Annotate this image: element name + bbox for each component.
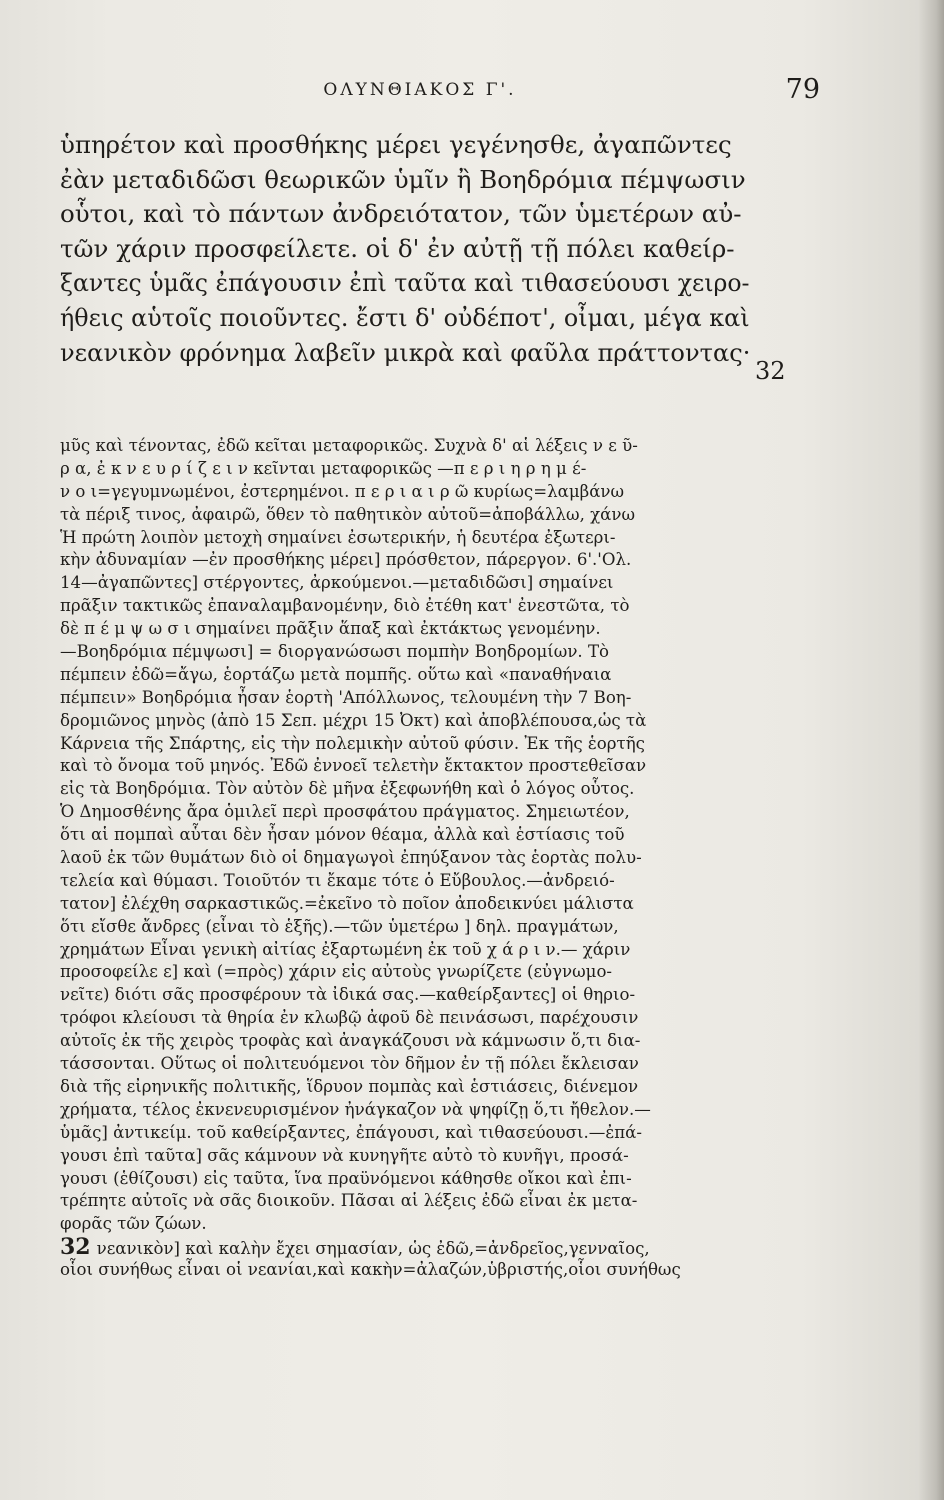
note-line: δρομιῶνος μηνὸς (ἀπὸ 15 Σεπ. μέχρι 15 Ὀκτ) καὶ ἀποβλέπουσα,ὡς τὰ <box>60 710 647 730</box>
note-line: εἰς τὰ Βοηδρόμια. Τὸν αὐτὸν δὲ μῆνα ἐξεφωνήθη καὶ ὁ λόγος οὗτος. <box>60 779 635 799</box>
note-line: γουσι ἐπὶ ταῦτα] σᾶς κάμνουν νὰ κυνηγῆτε αὐτὸ τὸ κυνῆγι, προσά- <box>60 1145 629 1165</box>
note-line: ὑμᾶς] ἀντικείμ. τοῦ καθείρξαντες, ἐπάγουσι, καὶ τιθασεύουσι.—ἐπά- <box>60 1122 642 1142</box>
note-line: πρᾶξιν τακτικῶς ἐπαναλαμβανομένην, διὸ ἐτέθη κατ' ἐνεστῶτα, τὸ <box>60 596 630 616</box>
note-line-text: νεανικὸν] καὶ καλὴν ἔχει σημασίαν, ὡς ἐδῶ,=ἀνδρεῖος,γενναῖος, <box>96 1239 650 1259</box>
page-number: 79 <box>785 74 820 105</box>
note-line: Κάρνεια τῆς Σπάρτης, εἰς τὴν πολεμικὴν αὐτοῦ φύσιν. Ἐκ τῆς ἑορτῆς <box>60 733 645 753</box>
note-line: αὐτοῖς ἐκ τῆς χειρὸς τροφὰς καὶ ἀναγκάζουσι νὰ κάμνωσιν ὅ,τι δια- <box>60 1031 641 1051</box>
note-line: δὲ π έ μ ψ ω σ ι σημαίνει πρᾶξιν ἅπαξ καὶ ἐκτάκτως γενομένην. <box>60 619 601 639</box>
note-line: τατον] ἐλέχθη σαρκαστικῶς.=ἐκεῖνο τὸ ποῖον ἀποδεικνύει μάλιστα <box>60 893 634 913</box>
margin-section-number: 32 <box>755 357 786 385</box>
note-line: —Βοηδρόμια πέμψωσι] = διοργανώσωσι πομπὴν Βοηδρομίων. Τὸ <box>60 642 610 662</box>
note-line: ὅτι εἴσθε ἄνδρες (εἶναι τὸ ἑξῆς).—τῶν ὑμετέρω ] δηλ. πραγμάτων, <box>60 916 619 936</box>
main-text-line: ήθεις αὑτοῖς ποιοῦντες. ἔστι δ' οὐδέποτ', οἶμαι, μέγα καὶ <box>60 302 750 332</box>
note-line: Ὁ Δημοσθένης ἄρα ὁμιλεῖ περὶ προσφάτου πράγματος. Σημειωτέον, <box>60 802 630 822</box>
main-greek-text <box>60 128 800 370</box>
commentary-notes <box>60 435 800 1282</box>
note-line: τελεία καὶ θύμασι. Τοιοῦτόν τι ἔκαμε τότε ὁ Εὔβουλος.—ἀνδρειό- <box>60 870 615 890</box>
page-edge-shadow <box>918 0 944 1500</box>
main-text-line: ξαντες ὑμᾶς ἐπάγουσιν ἐπὶ ταῦτα καὶ τιθασεύουσι χειρο- <box>60 268 750 298</box>
main-text-line: τῶν χάριν προσφείλετε. οἱ δ' ἐν αὐτῇ τῇ πόλει καθείρ- <box>60 233 735 263</box>
note-line: τρέπητε αὐτοῖς νὰ σᾶς διοικοῦν. Πᾶσαι αἱ λέξεις ἐδῶ εἶναι ἐκ μετα- <box>60 1191 638 1211</box>
note-line: χρημάτων Εἶναι γενικὴ αἰτίας ἐξαρτωμένη ἐκ τοῦ χ ά ρ ι ν.— χάριν <box>60 939 631 959</box>
note-line: λαοῦ ἐκ τῶν θυμάτων διὸ οἱ δημαγωγοὶ ἐπηύξανον τὰς ἑορτὰς πολυ- <box>60 848 642 868</box>
note-line: τὰ πέριξ τινος, ἀφαιρῶ, ὅθεν τὸ παθητικὸν αὐτοῦ=ἀποβάλλω, χάνω <box>60 504 636 524</box>
note-line: οἷοι συνήθως εἶναι οἱ νεανίαι,καὶ κακὴν=ἀλαζών,ὑβριστής,οἷοι συνήθως <box>60 1260 681 1280</box>
note-line: πέμπειν» Βοηδρόμια ἦσαν ἑορτὴ 'Απόλλωνος, τελουμένη τὴν 7 Βοη- <box>60 687 632 707</box>
note-line: κὴν ἀδυναμίαν —ἐν προσθήκης μέρει] πρόσθετον, πάρεργον. 6'.'Ολ. <box>60 550 632 570</box>
running-header <box>60 74 830 112</box>
note-line: καὶ τὸ ὄνομα τοῦ μηνός. Ἐδῶ ἐννοεῖ τελετὴν ἔκτακτον προστεθεῖσαν <box>60 756 647 776</box>
note-line: χρήματα, τέλος ἐκνενευρισμένον ἠνάγκαζον νὰ ψηφίζῃ ὅ,τι ἤθελον.— <box>60 1099 651 1119</box>
note-line: γουσι (ἑθίζουσι) εἰς ταῦτα, ἵνα πραϋνόμενοι κάθησθε οἴκοι καὶ ἐπι- <box>60 1168 632 1188</box>
note-line: νεῖτε) διότι σᾶς προσφέρουν τὰ ἰδικά σας.—καθείρξαντες] οἱ θηριο- <box>60 985 636 1005</box>
note-line: τάσσονται. Οὕτως οἱ πολιτευόμενοι τὸν δῆμον ἐν τῇ πόλει ἔκλεισαν <box>60 1054 639 1074</box>
note-line: ὅτι αἱ πομπαὶ αὗται δὲν ἦσαν μόνον θέαμα, ἀλλὰ καὶ ἑστίασις τοῦ <box>60 825 625 845</box>
note-line: προσοφείλε ε] καὶ (=πρὸς) χάριν εἰς αὐτοὺς γνωρίζετε (εὐγνωμο- <box>60 962 613 982</box>
note-line: Ἡ πρώτη λοιπὸν μετοχὴ σημαίνει ἐσωτερικήν, ἡ δευτέρα ἐξωτερι- <box>60 527 616 547</box>
note-line: διὰ τῆς εἰρηνικῆς πολιτικῆς, ἵδρυον πομπὰς καὶ ἑστιάσεις, διένεμον <box>60 1076 639 1096</box>
note-line: τρόφοι κλείουσι τὰ θηρία ἐν κλωβῷ ἀφοῦ δὲ πεινάσωσι, παρέχουσιν <box>60 1008 639 1028</box>
main-text-line: οὗτοι, καὶ τὸ πάντων ἀνδρειότατον, τῶν ὑμετέρων αὐ- <box>60 199 742 229</box>
note-section-number: 32 <box>60 1234 91 1261</box>
main-text-line: ἐὰν μεταδιδῶσι θεωρικῶν ὑμῖν ἢ Βοηδρόμια πέμψωσιν <box>60 164 746 194</box>
running-title: ΟΛΥΝΘΙΑΚΟΣ Γ'. <box>323 80 517 100</box>
note-line-with-number <box>60 1236 800 1259</box>
note-line: φορᾶς τῶν ζώων. <box>60 1214 207 1234</box>
note-line: 14—ἀγαπῶντες] στέργοντες, ἀρκούμενοι.—μεταδιδῶσι] σημαίνει <box>60 573 614 593</box>
note-line: ρ α, ἐ κ ν ε υ ρ ί ζ ε ι ν κεῖνται μεταφορικῶς —π ε ρ ι η ρ η μ έ- <box>60 458 587 478</box>
main-text-line: ὑπηρέτον καὶ προσθήκης μέρει γεγένησθε, ἀγαπῶντες <box>60 130 732 159</box>
note-line: ν ο ι=γεγυμνωμένοι, ἐστερημένοι. π ε ρ ι α ι ρ ῶ κυρίως=λαμβάνω <box>60 481 625 501</box>
note-line: μῦς καὶ τένοντας, ἐδῶ κεῖται μεταφορικῶς. Συχνὰ δ' αἱ λέξεις ν ε ῦ- <box>60 436 638 455</box>
note-line: πέμπειν ἐδῶ=ἄγω, ἑορτάζω μετὰ πομπῆς. οὕτω καὶ «παναθήναια <box>60 664 612 684</box>
main-text-line: νεανικὸν φρόνημα λαβεῖν μικρὰ καὶ φαῦλα πράττοντας· <box>60 337 751 367</box>
